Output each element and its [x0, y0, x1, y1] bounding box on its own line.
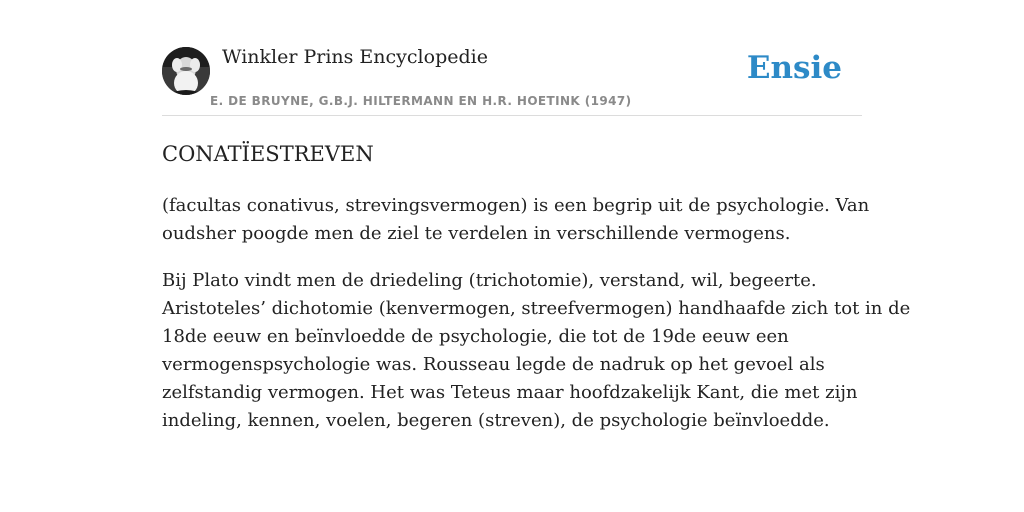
- article-paragraph: [162, 192, 870, 248]
- paragraph-line: (facultas conativus, strevingsvermogen) is een begrip uit de psychologie. Van: [162, 195, 870, 216]
- paragraph-line: zelfstandig vermogen. Het was Teteus maar hoofdzakelijk Kant, die met zijn: [162, 382, 858, 403]
- paragraph-line: oudsher poogde men de ziel te verdelen in verschillende vermogens.: [162, 223, 791, 244]
- author-portrait-avatar[interactable]: [162, 47, 210, 95]
- paragraph-line: Aristoteles’ dichotomie (kenvermogen, streefvermogen) handhaafde zich tot in de: [162, 298, 911, 319]
- paragraph-line: 18de eeuw en beïnvloedde de psychologie, die tot de 19de eeuw een: [162, 326, 789, 347]
- source-header: [162, 44, 862, 116]
- paragraph-line: vermogenspsychologie was. Rousseau legde de nadruk op het gevoel als: [162, 354, 825, 375]
- ensie-logo-link[interactable]: Ensie: [746, 50, 842, 86]
- portrait-icon: [162, 47, 210, 95]
- paragraph-line: Bij Plato vindt men de driedeling (trichotomie), verstand, wil, begeerte.: [162, 270, 817, 291]
- source-authors: E. DE BRUYNE, G.B.J. HILTERMANN EN H.R. HOETINK (1947): [210, 94, 632, 108]
- source-title[interactable]: Winkler Prins Encyclopedie: [222, 46, 488, 68]
- article-paragraph: [162, 267, 911, 435]
- paragraph-line: indeling, kennen, voelen, begeren (streven), de psychologie beïnvloedde.: [162, 410, 830, 431]
- entry-title: CONATÏESTREVEN: [162, 142, 374, 166]
- page-content: [162, 44, 911, 431]
